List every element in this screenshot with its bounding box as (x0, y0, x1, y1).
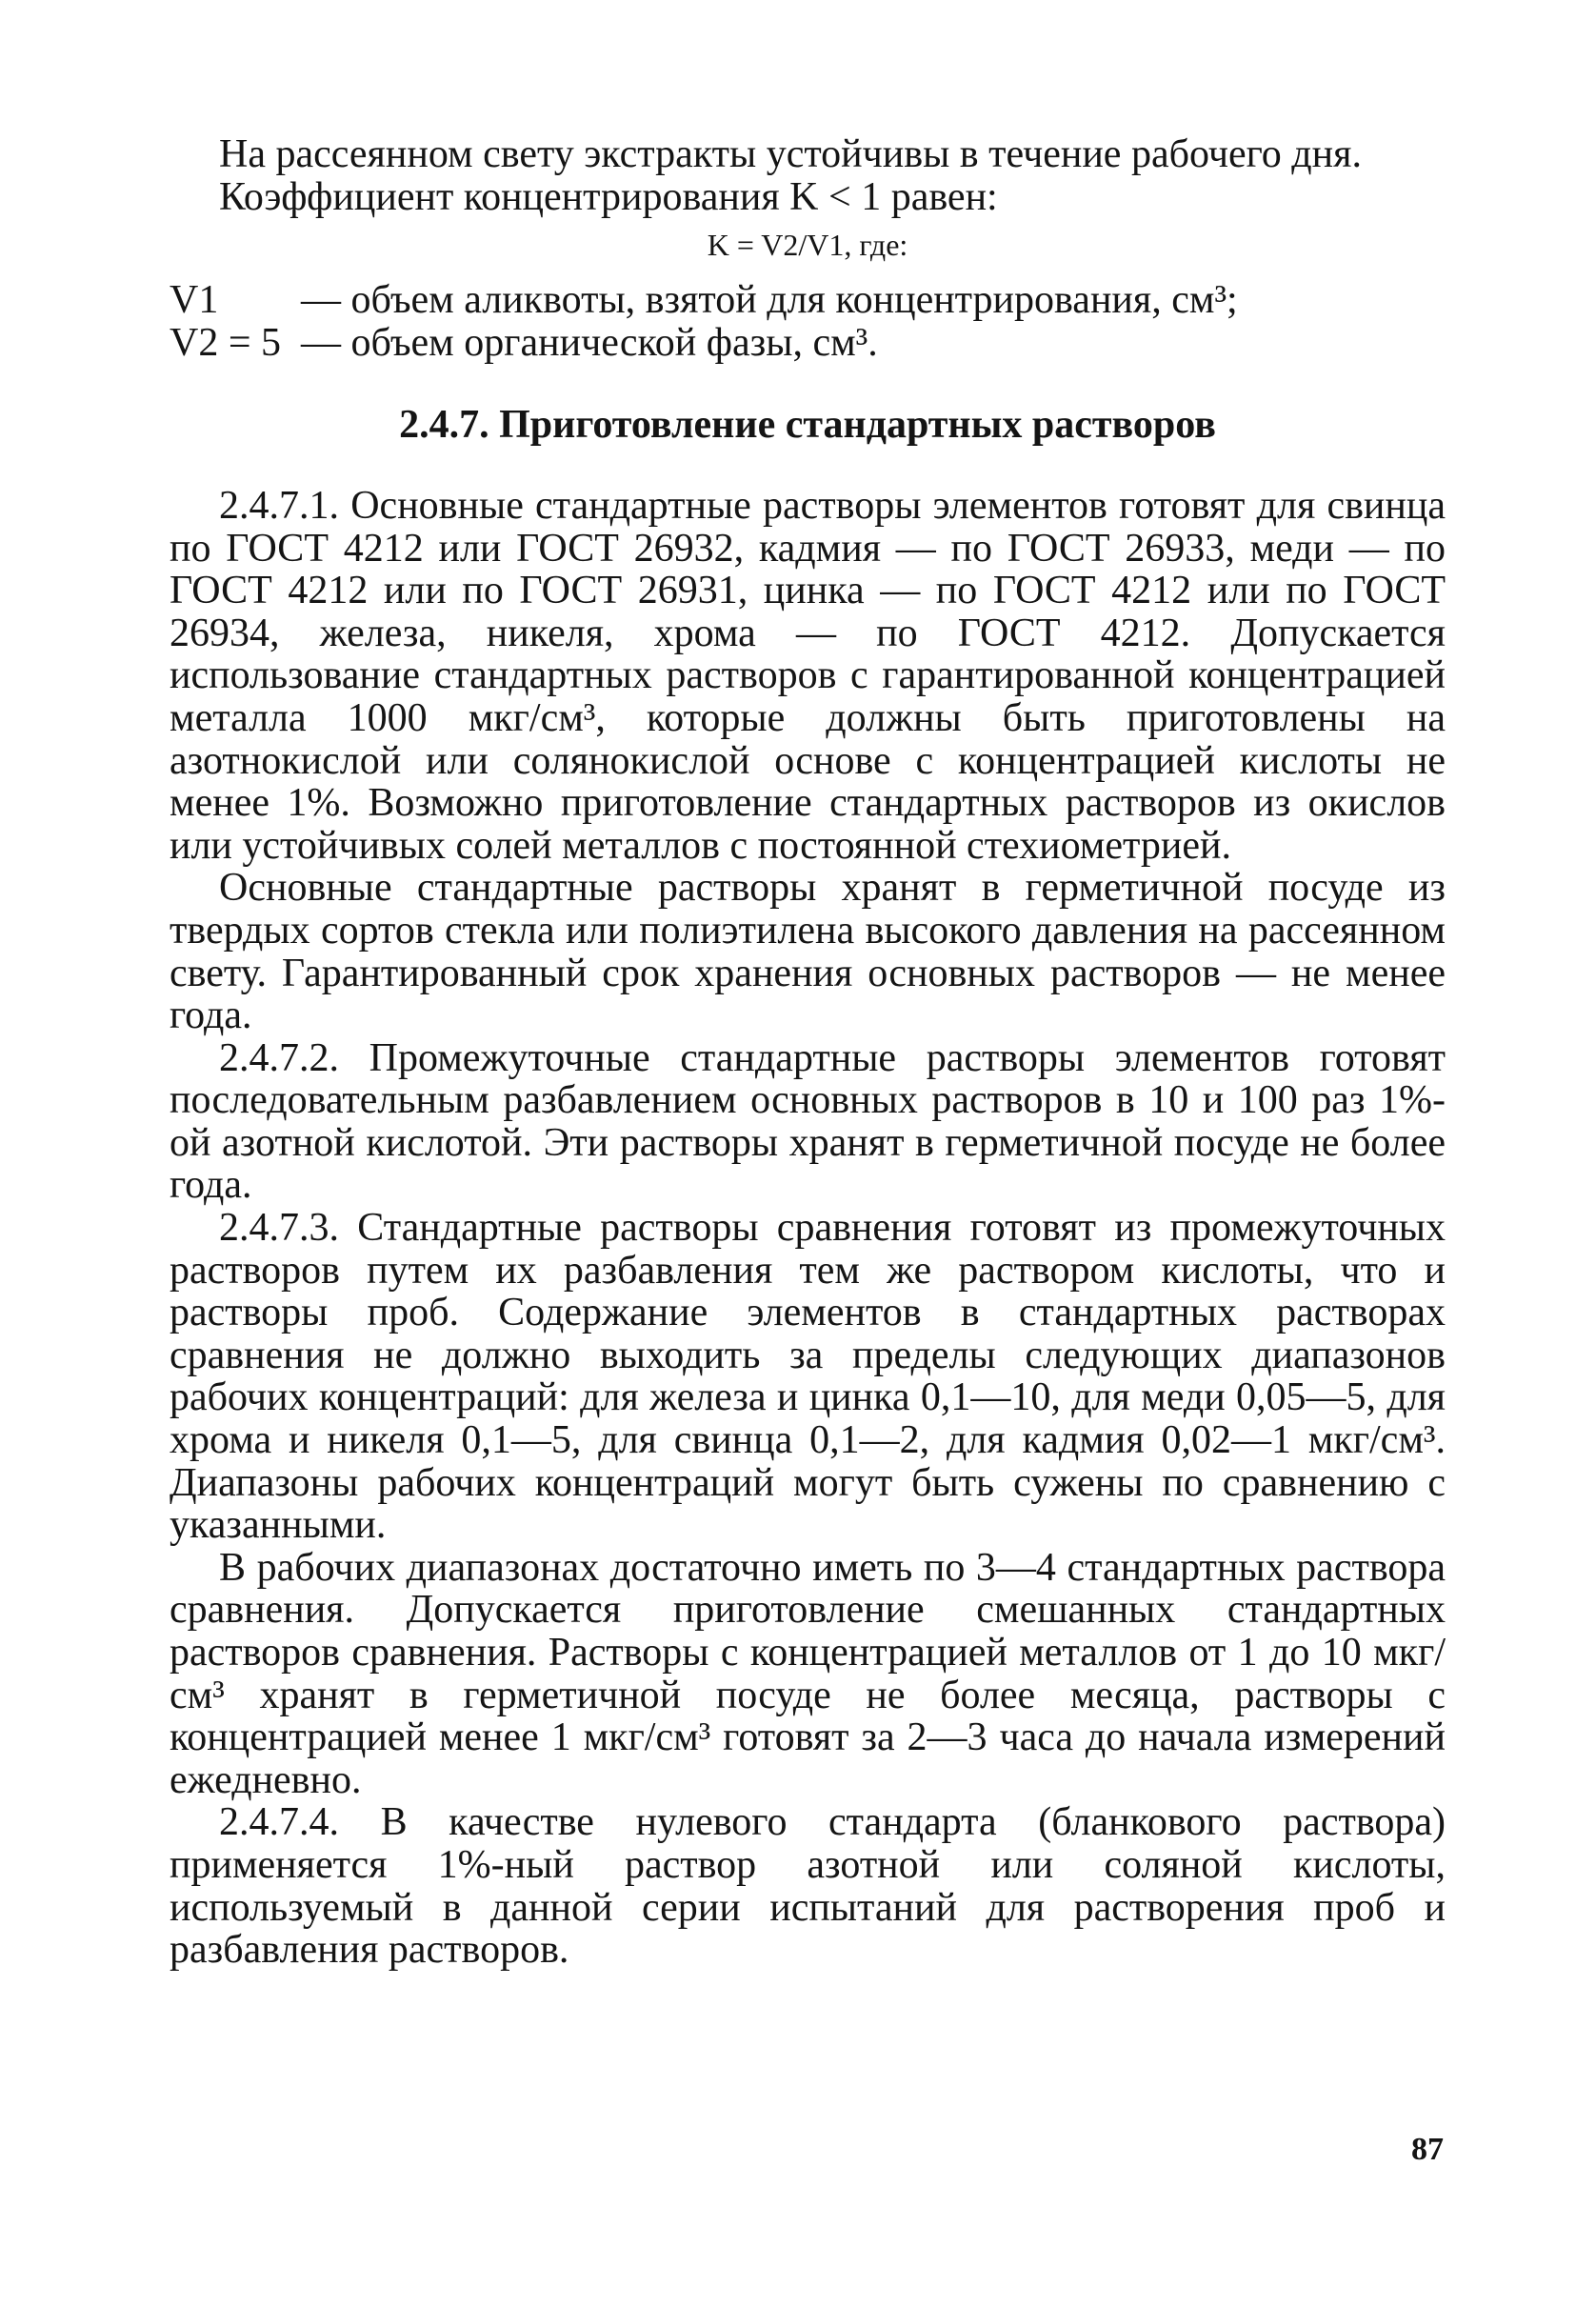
clause-text: Стандартные растворы сравнения готовят из промежуточных растворов путем их разбавления тем же раствором кислоты, что и растворы проб. Содержание элементов в стандартных растворах сравнения не должно выходить за пределы следующих диапазонов рабочих концентраций: для железа и цинка 0,1—10, для меди 0,05—5, для хрома и никеля 0,1—5, для свинца 0,1—2, для кадмия 0,02—1 мкг/см³. Диапазоны рабочих концентраций могут быть сужены по сравнению с указанными. (170, 1206, 1446, 1548)
clause-2-4-7-3 (170, 1207, 1446, 1547)
clause-2-4-7-2 (170, 1037, 1446, 1207)
section-heading: 2.4.7. Приготовление стандартных растворов (399, 403, 1216, 448)
clause-text: В рабочих диапазонах достаточно иметь по 3—4 стандартных раствора сравнения. Допускается приготовление смешанных стандартных растворов сравнения. Растворы с концентрацией металлов от 1 до 10 мкг/см³ хранят в герметичной посуде не более месяца, растворы с концентрацией менее 1 мкг/см³ готовят за 2—3 часа до начала измерений ежедневно. (170, 1545, 1446, 1802)
clause-2-4-7-4 (170, 1801, 1446, 1971)
page-body (170, 133, 1446, 1972)
clause-text: В качестве нулевого стандарта (бланкового раствора) применяется 1%-ный раствор азотной или соляной кислоты, используемый в данной серии испытаний для растворения проб и разбавления растворов. (170, 1800, 1446, 1973)
paragraph-storage (170, 867, 1446, 1036)
clause-number: 2.4.7.3. (219, 1206, 339, 1251)
definition-symbol: V2 = 5 (170, 320, 282, 365)
definition-symbol: V1 (170, 278, 219, 323)
concentration-formula: K = V2/V1, где: (707, 228, 908, 263)
definition-text: — объем аликвоты, взятой для концентрирования, см³; (301, 278, 1238, 323)
definition-list (170, 279, 1446, 364)
coefficient-intro: Коэффициент концентрирования K < 1 равен: (219, 174, 998, 219)
definition-v2 (170, 322, 1446, 365)
clause-text: Основные стандартные растворы хранят в герметичной посуде из твердых сортов стекла или полиэтилена высокого давления на рассеянном свету. Гарантированный срок хранения основных растворов — не менее года. (170, 866, 1446, 1038)
clause-number: 2.4.7.2. (219, 1035, 339, 1080)
clause-text: Промежуточные стандартные растворы элементов готовят последовательным разбавлением основных растворов в 10 и 100 раз 1%-ой азотной кислотой. Эти растворы хранят в герметичной посуде не более года. (170, 1035, 1446, 1208)
clause-2-4-7-1 (170, 485, 1446, 867)
clause-number: 2.4.7.4. (219, 1800, 339, 1845)
definition-v1 (170, 279, 1446, 322)
definition-text: — объем органической фазы, см³. (301, 320, 878, 365)
paragraph-working-ranges (170, 1547, 1446, 1802)
clause-text: Основные стандартные растворы элементов готовят для свинца по ГОСТ 4212 или ГОСТ 26932, кадмия — по ГОСТ 26933, меди — по ГОСТ 4212 или по ГОСТ 26931, цинка — по ГОСТ 4212 или по ГОСТ 26934, железа, никеля, хрома — по ГОСТ 4212. Допускается использование стандартных растворов с гарантированной концентрацией металла 1000 мкг/см³, которые должны быть приготовлены на азотнокислой или солянокислой основе с концентрацией кислоты не менее 1%. Возможно приготовление стандартных растворов из окислов или устойчивых солей металлов с постоянной стехиометрией. (170, 483, 1446, 868)
clause-number: 2.4.7.1. (219, 483, 339, 528)
page-number: 87 (1411, 2132, 1444, 2167)
intro-paragraph: На рассеянном свету экстракты устойчивы в течение рабочего дня. (219, 132, 1362, 176)
